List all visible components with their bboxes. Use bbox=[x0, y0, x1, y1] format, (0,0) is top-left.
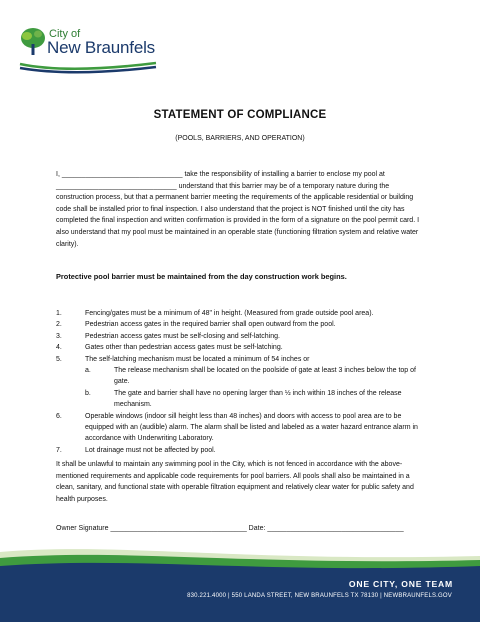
signature-line: Owner Signature ___________________________________ Date: ___________________________________ bbox=[56, 525, 404, 532]
document-title: STATEMENT OF COMPLIANCE bbox=[153, 109, 327, 121]
document-subtitle: (POOLS, BARRIERS, AND OPERATION) bbox=[175, 135, 305, 142]
tree-icon bbox=[18, 26, 48, 60]
footer-contact: 830.221.4000 | 550 LANDA STREET, NEW BRAUNFELS TX 78130 | NEWBRAUNFELS.GOV bbox=[187, 593, 452, 599]
list-item: 6. Operable windows (indoor sill height less than 48 inches) and doors with access to pool area are to be equipped with an (audible) alarm. The alarm shall be listed and labeled as a water hazard entrance alarm in accordance with Underwriting Laboratory. bbox=[56, 412, 418, 443]
list-item: 7. Lot drainage must not be affected by pool. bbox=[56, 446, 216, 454]
list-item: 3. Pedestrian access gates must be self-closing and self-latching. bbox=[56, 332, 280, 340]
sub-list-item: a. The release mechanism shall be located on the poolside of gate at least 3 inches below the top of gate. bbox=[85, 367, 416, 386]
closing-paragraph: It shall be unlawful to maintain any swimming pool in the City, which is not fenced in accordance with the above-mentioned requirements and applicable code requirements for pool barriers. All pools shall also be maintained in a clean, sanitary, and functional state with operable filtration equipment and relatively clear water for public safety and health purposes. bbox=[56, 461, 414, 503]
logo-name-text: New Braunfels bbox=[47, 38, 155, 57]
footer-slogan: ONE CITY, ONE TEAM bbox=[348, 579, 453, 589]
logo-swoosh bbox=[18, 58, 158, 76]
sub-list-item: b. The gate and barrier shall have no opening larger than ½ inch within 18 inches of the release mechanism. bbox=[85, 389, 402, 409]
list-item: 5. The self-latching mechanism must be located a minimum of 54 inches or a. The release mechanism shall be located on the poolside of gate at least 3 inches below the top of gate. b. The gate and barrier shall have no opening larger than ½ inch within 18 inches of the release mechanism. bbox=[56, 354, 428, 411]
sub-list bbox=[85, 365, 428, 411]
logo-city-text: City of bbox=[49, 28, 81, 40]
city-logo bbox=[18, 26, 158, 78]
intro-paragraph: I, _______________________________ take the responsibility of installing a barrier to enclose my pool at _______________________________ understand that this barrier may be of a temporary nature during the construction process, but that a permanent barrier meeting the requirements of the applicable residential or building code shall be installed prior to final inspection. I also understand that the project is NOT finished until the city has completed the final inspection and written confirmation is provided in the form of a signature on the pool permit card. I also understand that my pool must be maintained in an operable state (functioning filtration system and relative water clarity). bbox=[56, 171, 420, 248]
requirements-list bbox=[56, 308, 428, 456]
list-item: 4. Gates other than pedestrian access gates must be self-latching. bbox=[56, 344, 283, 352]
barrier-notice: Protective pool barrier must be maintained from the day construction work begins. bbox=[56, 272, 347, 281]
list-item: 1. Fencing/gates must be a minimum of 48" in height. (Measured from grade outside pool area). bbox=[56, 310, 374, 317]
list-item: 2. Pedestrian access gates in the required barrier shall open outward from the pool. bbox=[56, 321, 336, 329]
